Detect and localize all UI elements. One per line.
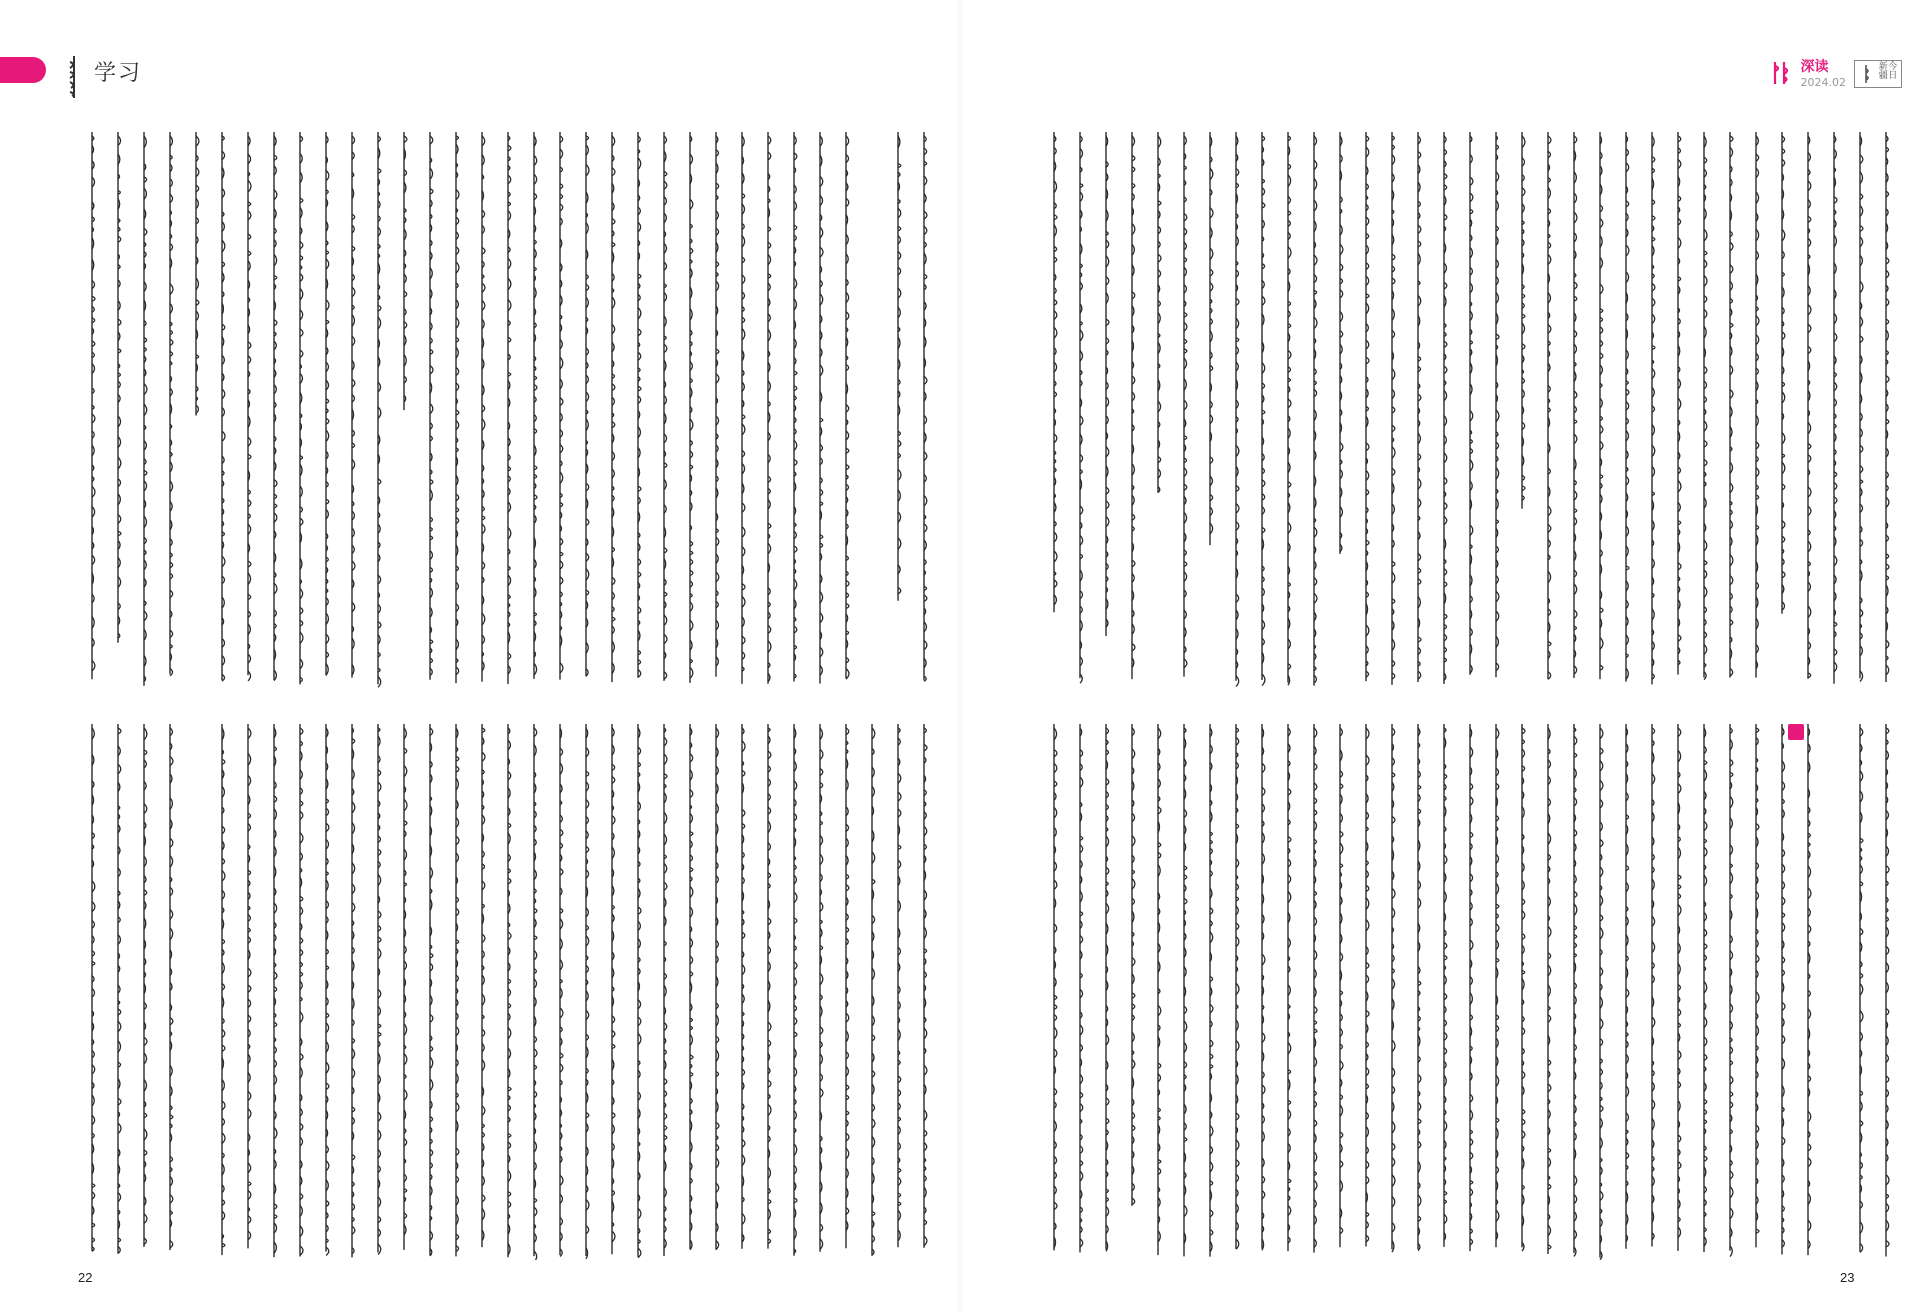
text-line: [846, 724, 849, 1248]
page-number-left: 22: [78, 1270, 93, 1285]
text-line: [352, 132, 355, 678]
text-line: [638, 132, 641, 678]
text-line: [1704, 132, 1707, 680]
text-line: [820, 132, 823, 684]
mongolian-header-glyph-icon: [64, 54, 84, 100]
text-line: [612, 724, 615, 1254]
text-line: [1158, 132, 1161, 493]
text-line: [846, 132, 849, 679]
text-line: [1132, 132, 1135, 679]
text-line: [1756, 132, 1759, 678]
text-line: [1262, 132, 1265, 686]
text-line: [1054, 132, 1057, 612]
text-line: [924, 724, 927, 1248]
text-line: [716, 132, 719, 677]
text-line: [638, 724, 641, 1258]
text-line: [1808, 724, 1811, 1255]
text-line: [482, 724, 485, 1247]
text-line: [508, 724, 511, 1257]
mongolian-logo-glyph-icon: [1861, 64, 1871, 84]
text-line: [1496, 724, 1499, 1247]
text-line: [1236, 132, 1239, 686]
text-line: [1704, 724, 1707, 1252]
magazine-logo: [1854, 60, 1902, 88]
text-line: [92, 724, 95, 1251]
section-marker-icon: [1788, 724, 1804, 740]
text-line: [560, 132, 563, 680]
text-line: [300, 132, 303, 684]
text-line: [1080, 724, 1083, 1252]
text-line: [1470, 724, 1473, 1251]
text-line: [1392, 724, 1395, 1252]
text-line: [1288, 132, 1291, 685]
text-line: [794, 132, 797, 681]
text-line: [1106, 132, 1109, 636]
text-line: [118, 132, 121, 643]
text-line: [1080, 132, 1083, 683]
text-line: [1600, 724, 1603, 1260]
text-line: [1782, 724, 1785, 1255]
text-line: [170, 132, 173, 676]
column-title: 深读: [1800, 59, 1829, 75]
text-line: [274, 724, 277, 1257]
text-line: [430, 724, 433, 1256]
text-line: [742, 724, 745, 1249]
text-line: [1366, 724, 1369, 1247]
text-line: [1548, 724, 1551, 1254]
text-line: [1808, 132, 1811, 679]
logo-text: 今日新疆: [1876, 61, 1897, 79]
text-line: [768, 724, 771, 1249]
text-line: [1236, 724, 1239, 1249]
left-upper-text-block: [86, 128, 950, 688]
left-lower-text-block: [86, 720, 950, 1260]
text-line: [1652, 724, 1655, 1246]
text-line: [1860, 724, 1863, 1252]
text-line: [1600, 132, 1603, 679]
right-header: [1771, 60, 1903, 90]
text-line: [456, 132, 459, 683]
text-line: [482, 132, 485, 682]
text-line: [1522, 132, 1525, 509]
text-line: [300, 724, 303, 1256]
text-line: [248, 132, 251, 681]
text-line: [1418, 724, 1421, 1251]
text-line: [1314, 724, 1317, 1253]
text-line: [1652, 132, 1655, 684]
text-line: [92, 132, 95, 679]
text-line: [222, 132, 225, 681]
text-line: [1184, 132, 1187, 677]
text-line: [898, 132, 901, 601]
text-line: [1730, 132, 1733, 678]
text-line: [1626, 132, 1629, 682]
text-line: [534, 724, 537, 1260]
text-line: [378, 132, 381, 687]
magenta-tab-icon: [0, 57, 46, 83]
text-line: [456, 724, 459, 1256]
text-line: [274, 132, 277, 681]
text-line: [170, 724, 173, 1250]
text-line: [1782, 132, 1785, 614]
text-line: [1132, 724, 1135, 1206]
text-line: [1158, 724, 1161, 1255]
text-line: [560, 724, 563, 1257]
text-line: [1522, 724, 1525, 1251]
text-line: [1184, 724, 1187, 1256]
text-line: [1678, 132, 1681, 675]
text-line: [742, 132, 745, 684]
mongolian-header-glyph-icon: [1771, 60, 1793, 86]
right-lower-text-block: [1048, 720, 1910, 1260]
text-line: [716, 724, 719, 1250]
text-line: [1574, 724, 1577, 1256]
text-line: [1496, 132, 1499, 677]
text-line: [1262, 724, 1265, 1250]
text-line: [768, 132, 771, 684]
text-line: [222, 724, 225, 1255]
text-line: [1210, 724, 1213, 1257]
text-line: [404, 724, 407, 1250]
text-line: [612, 132, 615, 682]
text-line: [1444, 724, 1447, 1247]
right-upper-text-block: [1048, 128, 1910, 688]
text-line: [820, 724, 823, 1252]
text-line: [248, 724, 251, 1248]
text-line: [586, 724, 589, 1259]
text-line: [144, 724, 147, 1247]
text-line: [1470, 132, 1473, 675]
text-line: [1574, 132, 1577, 678]
text-line: [690, 724, 693, 1250]
text-line: [1054, 724, 1057, 1250]
text-line: [1756, 724, 1759, 1247]
text-line: [534, 132, 537, 679]
text-line: [1106, 724, 1109, 1251]
text-line: [1860, 132, 1863, 682]
text-line: [1340, 132, 1343, 554]
text-line: [144, 132, 147, 686]
page-number-right: 23: [1840, 1270, 1855, 1285]
text-line: [664, 724, 667, 1256]
text-line: [1730, 724, 1733, 1257]
text-line: [1834, 132, 1837, 684]
text-line: [1392, 132, 1395, 685]
text-line: [1886, 724, 1889, 1257]
text-line: [1418, 132, 1421, 682]
text-line: [1886, 132, 1889, 682]
text-line: [508, 132, 511, 684]
text-line: [352, 724, 355, 1257]
text-line: [690, 132, 693, 683]
text-line: [872, 724, 875, 1256]
text-line: [378, 724, 381, 1255]
text-line: [794, 724, 797, 1256]
text-line: [326, 132, 329, 675]
text-line: [404, 132, 407, 410]
text-line: [1288, 724, 1291, 1251]
text-line: [1678, 724, 1681, 1251]
text-line: [1366, 132, 1369, 681]
text-line: [1210, 132, 1213, 545]
text-line: [1314, 132, 1317, 686]
issue-date: 2024.02: [1800, 76, 1846, 89]
text-line: [118, 724, 121, 1254]
text-line: [430, 132, 433, 680]
text-line: [898, 724, 901, 1247]
text-line: [1548, 132, 1551, 679]
page-gutter: [958, 0, 962, 1312]
text-line: [1340, 724, 1343, 1247]
text-line: [924, 132, 927, 681]
text-line: [664, 132, 667, 681]
text-line: [1626, 724, 1629, 1249]
text-line: [326, 724, 329, 1255]
text-line: [196, 132, 199, 416]
text-line: [586, 132, 589, 676]
text-line: [1444, 132, 1447, 684]
section-title: 学习: [94, 61, 143, 86]
